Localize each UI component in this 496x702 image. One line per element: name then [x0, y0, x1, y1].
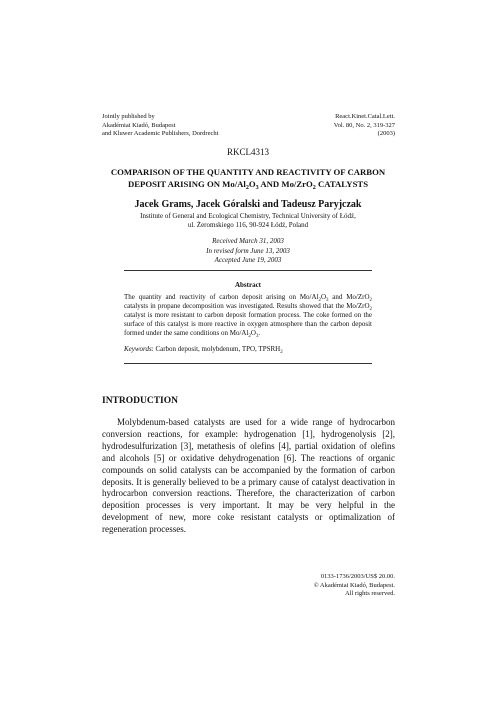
keywords-label: Keywords — [124, 345, 152, 353]
received-date: Received March 31, 2003 — [212, 237, 284, 245]
section-heading-introduction: INTRODUCTION — [102, 396, 179, 406]
divider-top — [124, 270, 372, 271]
publisher-info — [102, 113, 218, 139]
authors: Jacek Grams, Jacek Góralski and Tadeusz Paryjczak — [134, 199, 362, 210]
divider-bottom — [124, 363, 372, 364]
journal-line: React.Kinet.Catal.Lett. — [335, 113, 395, 120]
publisher-line: Akadémiai Kiadó, Budapest — [102, 121, 176, 129]
journal-line: (2003) — [377, 130, 395, 138]
introduction-paragraph: Molybdenum-based catalysts are used for a wide range of hydrocarbon conversion reactions, for example: hydrogenation [1], hydrogenolysis [2], hydrodesulfurization [3], metathesis of olefins [4], partial oxidation of olefins and alcohols [5] or oxidative dehydrogenation [6]. The reactions of organic compounds on solid catalysts can be accompanied by the formation of carbon deposits. It is generally believed to be a primary cause of catalyst deactivation in hydrocarbon conversion reactions. Therefore, the characterization of carbon deposition processes is very important. It may be very helpful in the development of new, more coke resistant catalysts or optimalization of regeneration processes. — [102, 417, 395, 535]
publisher-line: and Kluwer Academic Publishers, Dordrecht — [102, 130, 219, 138]
abstract-heading: Abstract — [234, 281, 262, 289]
title-line-2: DEPOSIT ARISING ON $Mo/Al_2O_3$ AND Mo/ZrO$_2$ CATALYSTS — [127, 178, 369, 191]
copyright-line: All rights reserved. — [344, 590, 395, 598]
abstract-text: The quantity and reactivity of carbon deposit arising on $Mo/Al_2O_3$ and Mo/ZrO$_2$ catalysts in propane decomposition was investigated. Results showed that the Mo/ZrO$_2$ catalyst is more resistant to carbon deposit formation process. The coke formed on the surface of this catalyst is more reactive in oxygen atmosphere than the carbon deposit formed under the same conditions on $Mo/Al_2O_3$. — [124, 293, 372, 340]
copyright-line: 0133-1736/2003/US$ 20.00. — [320, 573, 395, 580]
accepted-date: Accepted June 19, 2003 — [214, 256, 282, 265]
publisher-line: Jointly published by — [102, 113, 155, 120]
title-line-1: COMPARISON OF THE QUANTITY AND REACTIVITY OF CARBON — [110, 167, 386, 177]
affiliation-line: Institute of General and Ecological Chemistry, Technical University of Łódź, — [140, 212, 356, 220]
affiliation — [0, 212, 496, 230]
copyright-notice — [314, 573, 395, 599]
submission-dates — [0, 237, 496, 266]
journal-line: Vol. 80, No. 2, 319-327 — [333, 121, 395, 129]
article-code: RKCL4313 — [226, 147, 269, 157]
copyright-line: © Akadémiai Kiadó, Budapest. — [313, 581, 395, 589]
paper-title — [100, 167, 396, 190]
keywords: Keywords: Carbon deposit, molybdenum, TPO, $TPSRH_2$ — [124, 345, 283, 355]
revised-date: In revised form June 13, 2003 — [206, 246, 290, 255]
affiliation-line: ul. Żeromskiego 116, 90-924 Łódź, Poland — [187, 221, 309, 229]
journal-info — [334, 113, 395, 139]
